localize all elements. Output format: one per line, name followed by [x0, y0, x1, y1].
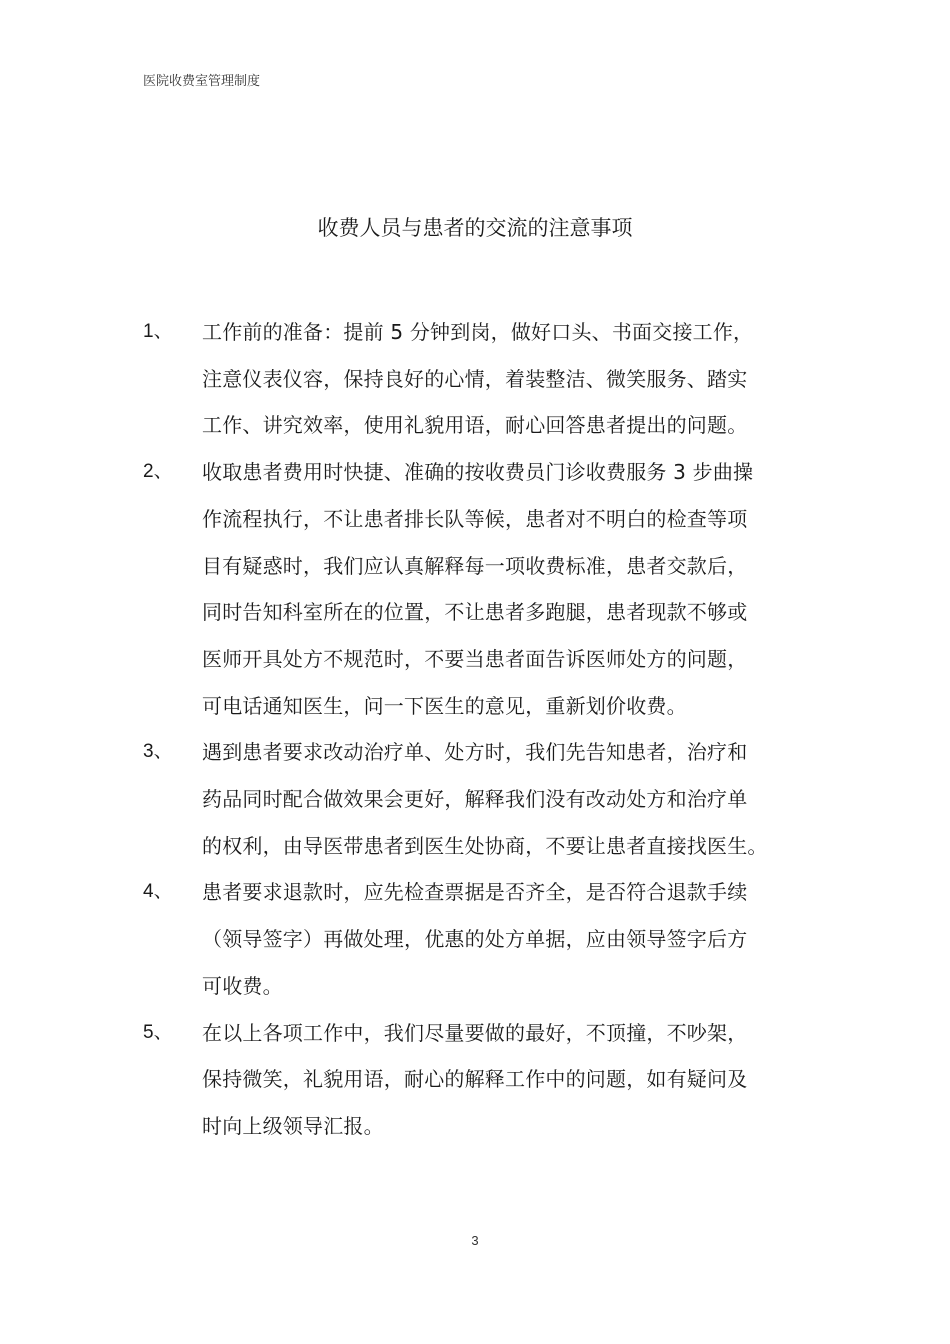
list-item	[143, 449, 823, 729]
text-line: 在以上各项工作中，我们尽量要做的最好，不顶撞，不吵架，	[202, 1020, 748, 1045]
list-item	[143, 1010, 823, 1150]
text-line: 同时告知科室所在的位置，不让患者多跑腿，患者现款不够或	[202, 600, 748, 625]
list-item	[143, 309, 823, 449]
page-number: 3	[471, 1233, 479, 1248]
document-title: 收费人员与患者的交流的注意事项	[317, 216, 633, 240]
text-line: 遇到患者要求改动治疗单、处方时，我们先告知患者，治疗和	[202, 740, 748, 765]
text-line: 药品同时配合做效果会更好，解释我们没有改动处方和治疗单	[202, 787, 748, 812]
item-text	[202, 309, 823, 449]
text-line: 的权利，由导医带患者到医生处协商，不要让患者直接找医生。	[202, 833, 768, 858]
item-text	[202, 729, 823, 869]
text-line: 可电话通知医生，问一下医生的意见，重新划价收费。	[202, 693, 687, 718]
item-number: 1、	[143, 321, 173, 342]
text-line: 患者要求退款时，应先检查票据是否齐全，是否符合退款手续	[202, 880, 748, 905]
item-text	[202, 869, 823, 1009]
text-line: 保持微笑，礼貌用语，耐心的解释工作中的问题，如有疑问及	[202, 1067, 748, 1092]
text-line: （领导签字）再做处理，优惠的处方单据，应由领导签字后方	[202, 927, 748, 952]
item-number: 4、	[143, 881, 173, 903]
list-item	[143, 869, 823, 1009]
text-line: 工作前的准备：提前 5 分钟到岗，做好口头、书面交接工作，	[202, 320, 754, 344]
text-line: 作流程执行，不让患者排长队等候，患者对不明白的检查等项	[202, 506, 748, 531]
text-line: 收取患者费用时快捷、准确的按收费员门诊收费服务 3 步曲操	[202, 460, 754, 485]
text-line: 时向上级领导汇报。	[202, 1113, 384, 1138]
item-number: 2、	[143, 461, 173, 483]
item-number: 5、	[143, 1021, 173, 1043]
item-number: 3、	[143, 741, 173, 763]
text-line: 工作、讲究效率，使用礼貌用语，耐心回答患者提出的问题。	[202, 413, 748, 438]
text-line: 可收费。	[202, 973, 283, 998]
text-line: 医师开具处方不规范时，不要当患者面告诉医师处方的问题，	[202, 646, 748, 671]
text-line: 目有疑惑时，我们应认真解释每一项收费标准，患者交款后，	[202, 553, 748, 578]
running-header: 医院收费室管理制度	[143, 74, 261, 89]
list-item	[143, 729, 823, 869]
text-line: 注意仪表仪容，保持良好的心情，着装整洁、微笑服务、踏实	[202, 366, 748, 391]
item-text	[202, 1010, 823, 1150]
item-text	[202, 449, 823, 729]
numbered-list	[143, 309, 823, 1150]
